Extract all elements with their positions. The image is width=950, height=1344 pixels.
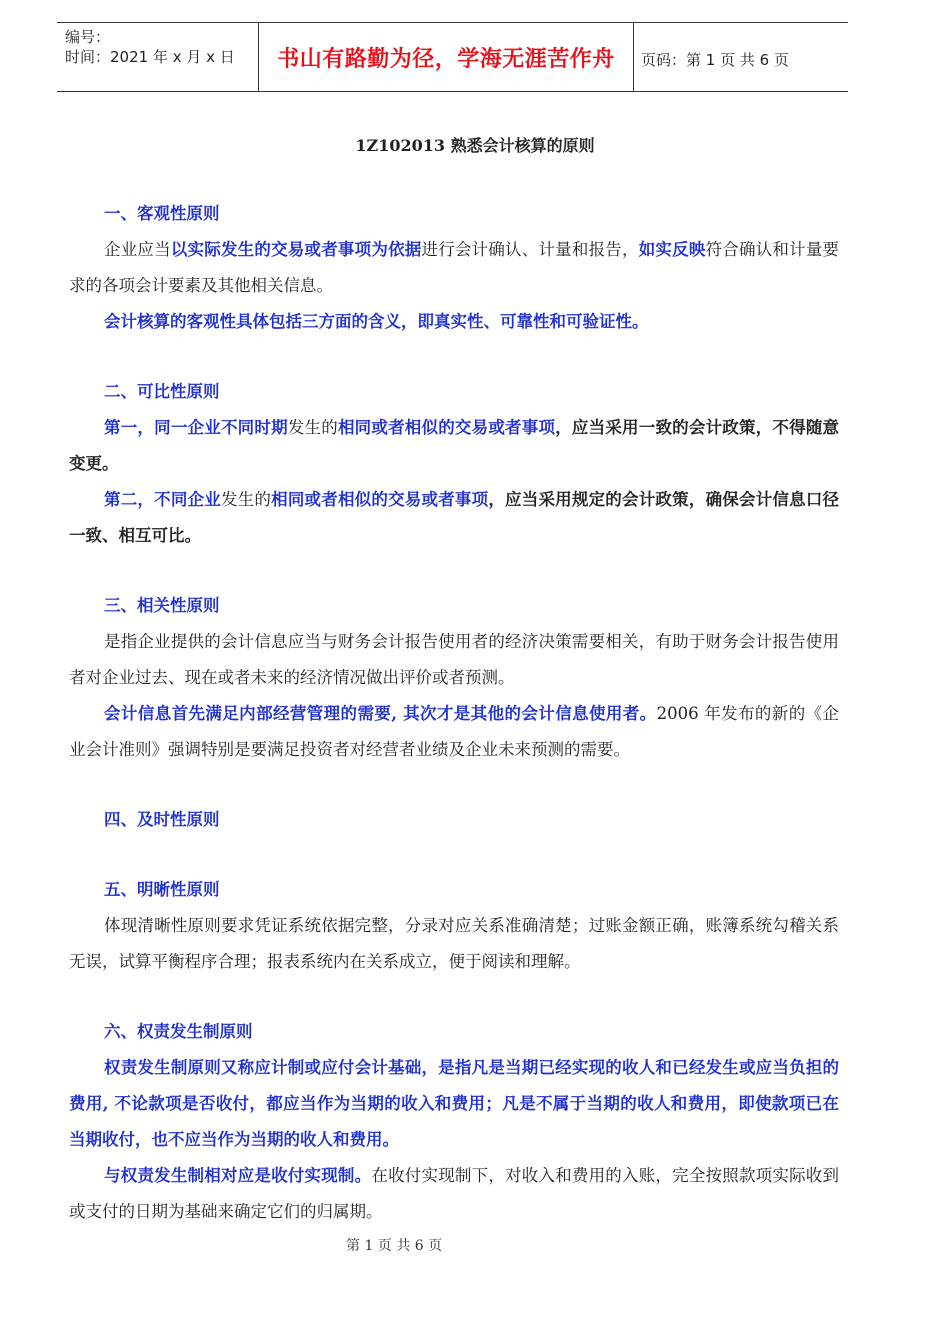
header-meta [65, 27, 235, 67]
highlight-text: 与权责发生制相对应是收付实现制。 [104, 1166, 372, 1185]
paragraph [69, 410, 839, 482]
paragraph: 体现清晰性原则要求凭证系统依据完整，分录对应关系准确清楚；过账金额正确，账簿系统勾稽关系无误，试算平衡程序合理；报表系统内在关系成立，便于阅读和理解。 [69, 916, 839, 971]
section-heading-comparability: 二、可比性原则 [104, 382, 220, 401]
page-header [57, 22, 848, 92]
highlight-text: 以实际发生的交易或者事项为依据 [170, 240, 422, 259]
highlight-text: 第一，同一企业不同时期 [104, 418, 288, 437]
highlight-text: 如实反映 [638, 240, 706, 259]
text-run: ，应当采用一致的会计政策，不得随意变更。 [69, 418, 840, 473]
highlight-text: 会计信息首先满足内部经营管理的需要, 其次才是其他的会计信息使用者。 [104, 704, 657, 723]
highlight-text: 相同或者相似的交易或者事项 [337, 418, 556, 437]
paragraph-emphasis: 会计核算的客观性具体包括三方面的含义，即真实性、可靠性和可验证性。 [104, 312, 649, 331]
section-heading-relevance: 三、相关性原则 [104, 596, 220, 615]
paragraph: 是指企业提供的会计信息应当与财务会计报告使用者的经济决策需要相关，有助于财务会计报告使用者对企业过去、现在或者未来的经济情况做出评价或者预测。 [69, 632, 839, 687]
text-run: 企业应当 [104, 240, 171, 259]
text-run: 进行会计确认、计量和报告， [421, 240, 639, 259]
paragraph [69, 482, 839, 554]
highlight-text: 第二，不同企业 [104, 490, 221, 509]
header-motto: 书山有路勤为径，学海无涯苦作舟 [258, 23, 634, 91]
text-run: 发生的 [287, 418, 338, 437]
paragraph [69, 696, 839, 768]
section-heading-clarity: 五、明晰性原则 [104, 880, 220, 899]
paragraph [69, 232, 839, 304]
time-label: 时间：2021 年 x 月 x 日 [65, 48, 235, 66]
text-run: 2006 年发布的新的《企业会计准则》强调特别是要满足投资者对经营者业绩及企业未来预测的需要。 [69, 704, 839, 759]
section-heading-timeliness: 四、及时性原则 [104, 810, 220, 829]
highlight-text: 相同或者相似的交易或者事项 [271, 490, 489, 509]
number-label: 编号： [65, 28, 111, 46]
section-heading-accrual: 六、权责发生制原则 [104, 1022, 253, 1041]
text-run: ，应当采用规定的会计政策，确保会计信息口径一致、相互可比。 [69, 490, 840, 545]
text-run: 在收付实现制下，对收入和费用的入账，完全按照款项实际收到或支付的日期为基础来确定它们的归属期。 [69, 1166, 840, 1221]
page-footer: 第 1 页 共 6 页 [346, 1238, 443, 1254]
paragraph [69, 1158, 839, 1230]
document-body [69, 196, 839, 1230]
section-heading-objectivity: 一、客观性原则 [104, 204, 220, 223]
paragraph-emphasis: 权责发生制原则又称应计制或应付会计基础，是指凡是当期已经实现的收人和已经发生或应当负担的费用, 不论款项是否收付，都应当作为当期的收入和费用；凡是不属于当期的收人和费用，即使款项已在当期收付，也不应当作为当期的收人和费用。 [69, 1058, 839, 1149]
header-page-label: 页码：第 1 页 共 6 页 [641, 51, 789, 69]
document-title: 1Z102013 熟悉会计核算的原则 [355, 136, 595, 155]
text-run: 发生的 [220, 490, 272, 509]
text-run: 符合确认和计量要求的各项会计要素及其他相关信息。 [69, 240, 840, 295]
